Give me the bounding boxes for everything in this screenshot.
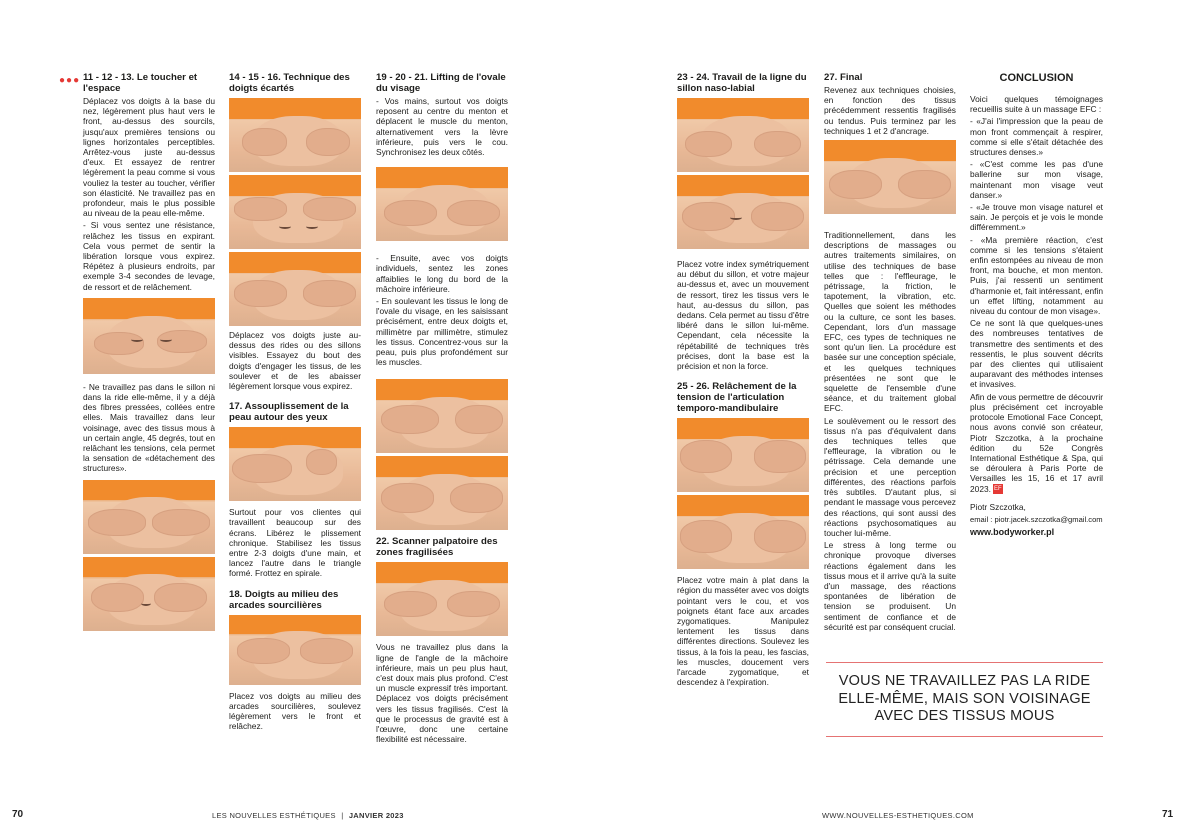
page-number-left: 70 bbox=[12, 809, 24, 820]
right-column-1 bbox=[677, 72, 809, 689]
section-heading: 11 - 12 - 13. Le toucher et l'espace bbox=[83, 72, 198, 94]
section-heading: 19 - 20 - 21. Lifting de l'ovale du visage bbox=[376, 72, 506, 94]
testimonial: - «J'ai l'impression que la peau de mon front commençait à respirer, comme si elle s'était détachée des structures denses.» bbox=[970, 116, 1103, 158]
paragraph bbox=[970, 392, 1103, 495]
section-heading: 27. Final bbox=[824, 72, 863, 83]
section-heading: 17. Assouplissement de la peau autour des yeux bbox=[229, 401, 349, 424]
massage-photo bbox=[229, 98, 361, 172]
massage-photo bbox=[229, 175, 361, 249]
massage-photo bbox=[229, 615, 361, 685]
massage-photo bbox=[229, 427, 361, 501]
paragraph: Traditionnellement, dans les descriptions de massages ou autres traitements similaires, on utilise des techniques de base telles que : l'effleurage, le pétrissage, la friction, le tapotement, la vibration, etc. Quelles que soient les méthodes ou la culture, ce sont les bases. Cependant, lors d'un massage EFC, ces types de techniques ne sont qu'un lien. La procédure est basée sur une conception spéciale, et les quelques techniques présentées ne sont que le squelette de l'ensemble d'une séance, et du traitement global EFC. bbox=[824, 230, 956, 414]
paragraph: - En soulevant les tissus le long de l'ovale du visage, en les saisissant précisément, entre deux doigts et, millimètre par millimètre, stimulez les tissus. Concentrez-vous sur la peau, puis plus profondément sur les muscles. bbox=[376, 296, 508, 368]
massage-photo bbox=[376, 379, 508, 453]
testimonial: - «C'est comme les pas d'une ballerine sur mon visage, maintenant mon visage veut danser.» bbox=[970, 159, 1103, 200]
massage-photo bbox=[83, 298, 215, 374]
paragraph: Revenez aux techniques choisies, en fonction des tissus précédemment ressentis fragilisés ou tendus. Puis terminez par les techniques 1 et 2 d'ancrage. bbox=[824, 85, 956, 136]
section-heading: 18. Doigts au milieu des arcades sourcilières bbox=[229, 588, 339, 611]
left-column-2 bbox=[229, 72, 361, 733]
paragraph: - Vos mains, surtout vos doigts reposent au centre du menton et déplacent le muscle du menton, alternativement vers la lèvre inférieure, puis vers le cou. Synchronisez les deux côtés. bbox=[376, 96, 508, 158]
footer-separator: | bbox=[341, 811, 344, 820]
pull-quote: VOUS NE TRAVAILLEZ PAS LA RIDE ELLE-MÊME, MAIS SON VOISINAGE AVEC DES TISSUS MOUS bbox=[826, 662, 1103, 737]
paragraph-text: Afin de vous permettre de découvrir plus précisément cet incroyable protocole Emotional Face Concept, nous avons convié son créateur, Piotr Szczotka, à la prochaine édition du 52e Congrès International Esthétique & Spa, qui se déroulera à Paris Porte de Versailles les 15, 16 et 17 avril 2023. bbox=[970, 391, 1103, 494]
footer-right[interactable]: WWW.NOUVELLES-ESTHETIQUES.COM bbox=[822, 811, 974, 820]
massage-photo bbox=[677, 418, 809, 492]
end-mark: EF bbox=[993, 484, 1003, 494]
publication-name: LES NOUVELLES ESTHÉTIQUES bbox=[212, 811, 336, 820]
website-link[interactable]: www.bodyworker.pl bbox=[970, 526, 1055, 537]
footer-left bbox=[212, 811, 404, 820]
section-heading: 14 - 15 - 16. Technique des doigts écartés bbox=[229, 72, 350, 94]
paragraph: Déplacez vos doigts juste au-dessus des rides ou des sillons visibles. Essayez du bout des doigts d'engager les tissus, de les soulever et de les abaisser légèrement lorsque vous expirez. bbox=[229, 330, 361, 392]
right-column-2 bbox=[824, 72, 956, 634]
paragraph: - Ensuite, avec vos doigts individuels, sentez les zones affaiblies le long du bord de la mâchoire inférieure. bbox=[376, 253, 508, 294]
paragraph: Le soulèvement ou le ressort des tissus n'a pas d'équivalent dans des techniques telles que l'effleurage, la vibration ou le pétrissage. Cela demande une précision et une perception différentes, des réactions parfois très subtiles. D'autant plus, si pendant le massage vous percevez des réactions, qui sont aussi des réactions psychosomatiques au toucher lui-même. bbox=[824, 415, 956, 538]
massage-photo bbox=[83, 557, 215, 631]
paragraph: Le stress à long terme ou chronique provoque diverses réactions également dans les tissus mous et il arrive qu'à la suite d'un massage, des réactions spontanées de libération de tension se produisent. Un sentiment de confiance et de sécurité est par conséquent crucial. bbox=[824, 540, 956, 632]
massage-photo bbox=[376, 562, 508, 636]
massage-photo bbox=[824, 140, 956, 214]
testimonial: - «Ma première réaction, c'est comme si les tensions s'étaient enfin estompées au niveau de mon front, ma bouche, et mon menton. Puis, j'ai ressenti un sentiment d'harmonie et, fait intéressant, enfin un effet lifting, notamment au niveau du contour de mon visage». bbox=[970, 234, 1103, 317]
section-heading: 22. Scanner palpatoire des zones fragilisées bbox=[376, 536, 498, 559]
massage-photo bbox=[229, 252, 361, 326]
massage-photo bbox=[677, 495, 809, 569]
paragraph: Placez vos doigts au milieu des arcades sourcilières, soulevez légèrement vers le front et relâchez. bbox=[229, 690, 361, 732]
right-column-3 bbox=[970, 72, 1103, 539]
page-number-right: 71 bbox=[1162, 809, 1174, 820]
paragraph: - Ne travaillez pas dans le sillon ni dans la ride elle-même, il y a déjà des fibres pressées, collées entre elles. Mais travaillez dans leur voisinage, avec des tissus mous à un certain angle, 45 degrés, tout en relâchant les tensions, cela permet la sensation de «détachement des structures». bbox=[83, 381, 215, 474]
paragraph: Vous ne travaillez plus dans la ligne de l'angle de la mâchoire inférieure, mais un peu plus haut, c'est doux mais plus profond. C'est un muscle expressif très important. Déplacez vos doigts précisément vers les tissus fragilisés. C'est là que le processus de gravité est à l'œuvre, donc une certaine flexibilité est nécessaire. bbox=[376, 642, 508, 745]
paragraph: Placez votre index symétriquement au début du sillon, et votre majeur au-dessus et, avec un mouvement de ressort, tirez les tissus vers le haut, au-dessus du sillon, pas dedans. Cela permet au tissu d'être libéré dans le sillon lui-même. Cependant, cela nécessite la répétabilité de techniques très précises, dont la base est la précision et non la force. bbox=[677, 259, 809, 372]
massage-photo bbox=[677, 175, 809, 249]
section-heading: 23 - 24. Travail de la ligne du sillon naso-labial bbox=[677, 72, 807, 94]
massage-photo bbox=[376, 456, 508, 530]
author-email[interactable]: email : piotr.jacek.szczotka@gmail.com bbox=[970, 514, 1103, 524]
paragraph: Voici quelques témoignages recueillis suite à un massage EFC : bbox=[970, 94, 1103, 115]
testimonial: - «Je trouve mon visage naturel et sain. Je perçois et je vois le monde différemment.» bbox=[970, 202, 1103, 233]
bullet-dots: ●●● bbox=[59, 75, 81, 86]
section-heading: 25 - 26. Relâchement de la tension de l'articulation temporo-mandibulaire bbox=[677, 381, 797, 415]
paragraph: Ce ne sont là que quelques-unes des nombreuses tentatives de transmettre des sentiments et des ressentis, le plus souvent décrits par des clientes qui utilisaient auparavant des méthodes intenses et invasives. bbox=[970, 318, 1103, 390]
left-column-1 bbox=[83, 72, 215, 634]
massage-photo bbox=[83, 480, 215, 554]
massage-photo bbox=[376, 167, 508, 241]
conclusion-heading: CONCLUSION bbox=[999, 72, 1074, 84]
paragraph: - Si vous sentez une résistance, relâchez les tissus en expirant. Cela vous permet de sentir la libération lorsque vous expirez. Répétez à plusieurs endroits, par exemple 3-4 secondes de levage, de ressort et de relâchement. bbox=[83, 220, 215, 292]
issue-date: JANVIER 2023 bbox=[348, 811, 404, 820]
left-column-3 bbox=[376, 72, 508, 746]
author-name: Piotr Szczotka, bbox=[970, 502, 1026, 513]
paragraph: Déplacez vos doigts à la base du nez, légèrement plus haut vers le front, au-dessus des sourcils, jusqu'aux premières tensions ou lignes horizontales perceptibles. Arrêtez-vous juste au-dessus d'eux. Et essayez de rentrer légèrement la peau comme si vous vouliez la tester au toucher, vérifier son élasticité. Ne travaillez pas en profondeur, mais le plus possible au niveau de la peau elle-même. bbox=[83, 96, 215, 219]
paragraph: Surtout pour vos clientes qui travaillent beaucoup sur des écrans. Libérez le plissement chronique. Stabilisez les tissus entre 2-3 doigts d'une main, et lancez l'autre dans le triangle formé. Frottez en spirale. bbox=[229, 507, 361, 579]
paragraph: Placez votre main à plat dans la région du masséter avec vos doigts pointant vers le cou, et vos poignets étant face aux arcades zygomatiques. Manipulez lentement les tissus dans différentes directions. Soulevez les tissus, à la fois la peau, les fascias, les muscles, doucement vers l'arcade zygomatique, et descendez à l'expiration. bbox=[677, 575, 809, 688]
massage-photo bbox=[677, 98, 809, 172]
